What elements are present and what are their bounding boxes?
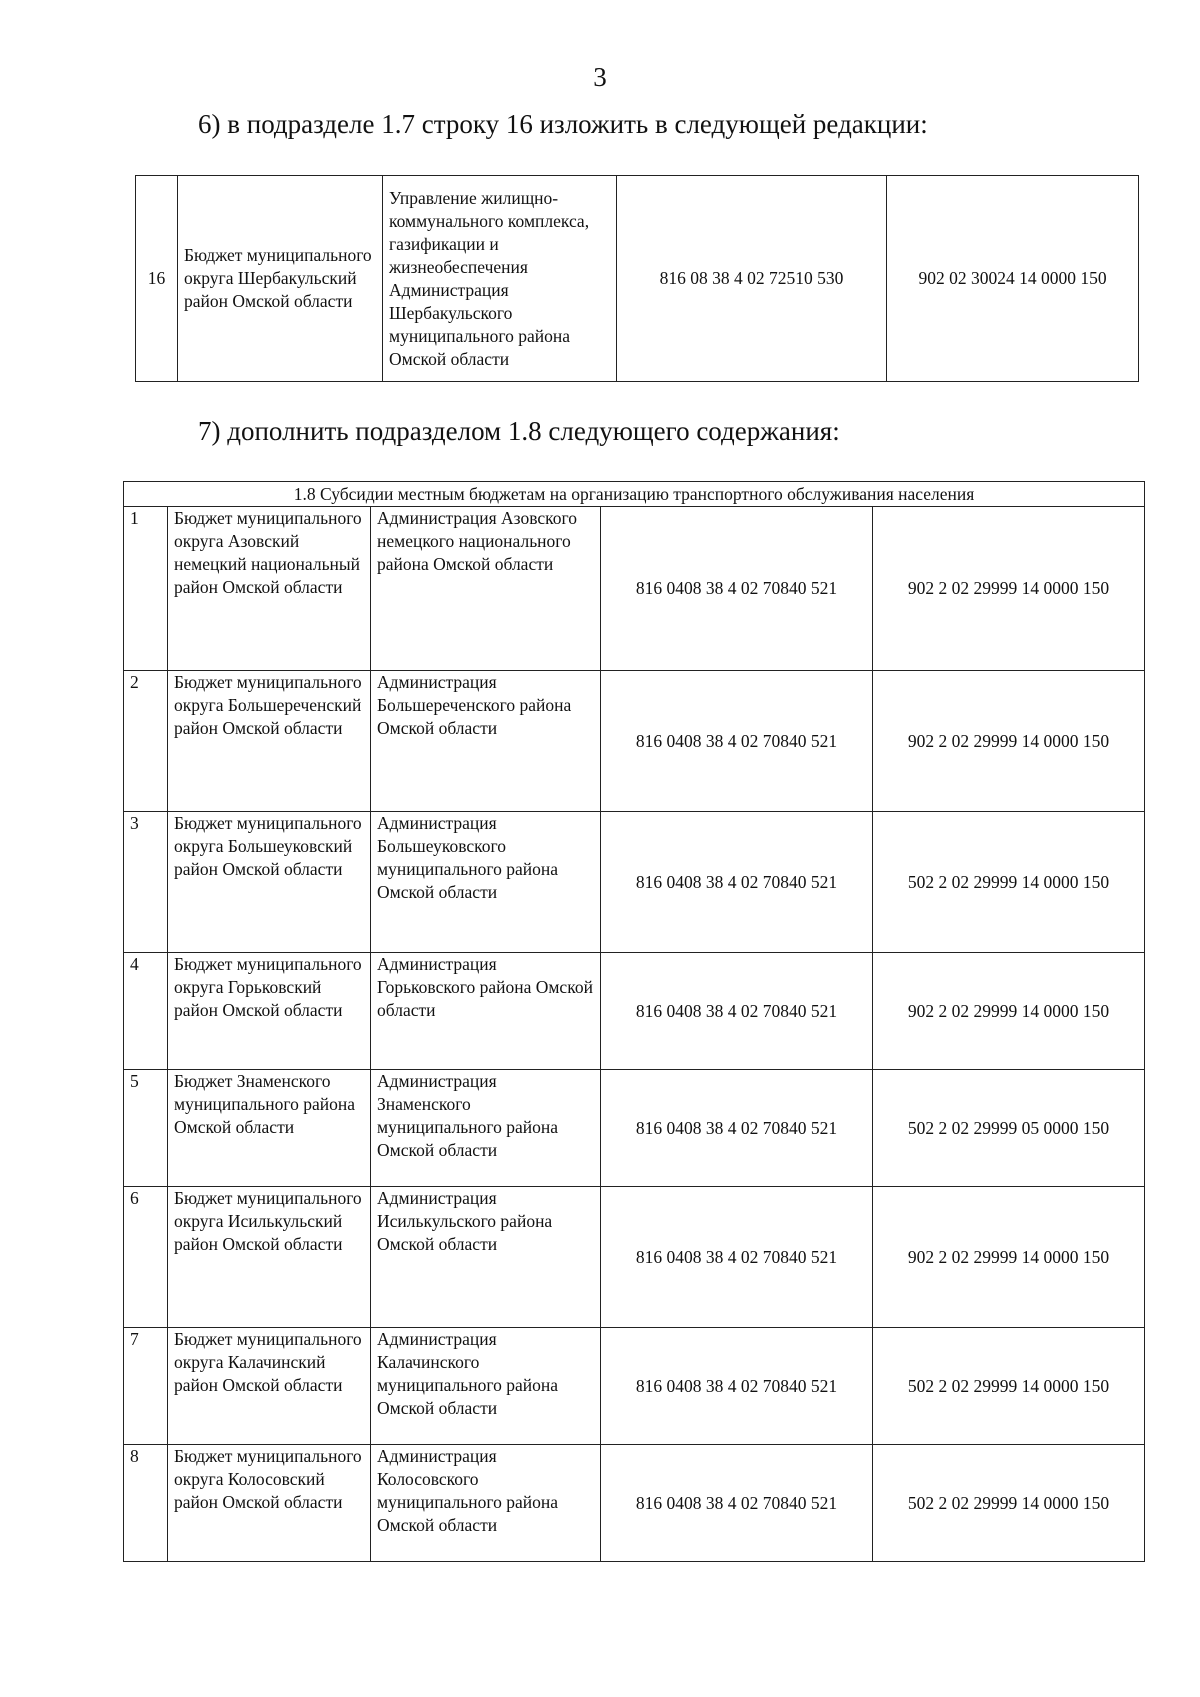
table-row [124, 1187, 1145, 1328]
row-number: 6 [124, 1187, 168, 1328]
table-row [124, 1328, 1145, 1445]
administrator-cell: Администрация Калачинского муниципального района Омской области [371, 1328, 601, 1445]
row-number: 4 [124, 953, 168, 1070]
table-title: 1.8 Субсидии местным бюджетам на организацию транспортного обслуживания населения [124, 482, 1145, 507]
administrator-cell: Администрация Азовского немецкого национального района Омской области [371, 507, 601, 671]
row-number: 5 [124, 1070, 168, 1187]
budget-cell: Бюджет муниципального округа Азовский немецкий национальный район Омской области [168, 507, 371, 671]
table-row [124, 953, 1145, 1070]
budget-cell: Бюджет муниципального округа Большеуковский район Омской области [168, 812, 371, 953]
budget-cell: Бюджет муниципального округа Колосовский район Омской области [168, 1445, 371, 1562]
expense-code-cell: 816 0408 38 4 02 70840 521 [601, 1070, 873, 1187]
revenue-code-cell: 902 2 02 29999 14 0000 150 [873, 1187, 1145, 1328]
revenue-code-cell: 902 2 02 29999 14 0000 150 [873, 507, 1145, 671]
revenue-code-cell: 502 2 02 29999 14 0000 150 [873, 1328, 1145, 1445]
revenue-code-cell: 502 2 02 29999 14 0000 150 [873, 812, 1145, 953]
expense-code-cell: 816 08 38 4 02 72510 530 [617, 176, 887, 382]
expense-code-cell: 816 0408 38 4 02 70840 521 [601, 671, 873, 812]
row-number: 16 [136, 176, 178, 382]
page-number: 3 [593, 62, 607, 92]
administrator-cell: Администрация Исилькульского района Омской области [371, 1187, 601, 1328]
expense-code-cell: 816 0408 38 4 02 70840 521 [601, 1187, 873, 1328]
administrator-cell: Администрация Большереченского района Омской области [371, 671, 601, 812]
expense-code-cell: 816 0408 38 4 02 70840 521 [601, 1445, 873, 1562]
table-row [124, 1070, 1145, 1187]
budget-cell: Бюджет муниципального округа Исилькульский район Омской области [168, 1187, 371, 1328]
table-row [124, 671, 1145, 812]
budget-cell: Бюджет муниципального округа Большереченский район Омской области [168, 671, 371, 812]
budget-cell: Бюджет Знаменского муниципального района Омской области [168, 1070, 371, 1187]
section-heading-1-7: 6) в подразделе 1.7 строку 16 изложить в следующей редакции: [198, 109, 928, 139]
table-row [124, 812, 1145, 953]
row-number: 2 [124, 671, 168, 812]
budget-cell: Бюджет муниципального округа Горьковский район Омской области [168, 953, 371, 1070]
revenue-code-cell: 902 2 02 29999 14 0000 150 [873, 953, 1145, 1070]
row-number: 3 [124, 812, 168, 953]
expense-code-cell: 816 0408 38 4 02 70840 521 [601, 812, 873, 953]
administrator-cell: Администрация Горьковского района Омской области [371, 953, 601, 1070]
table-subsection-1-7 [135, 175, 1139, 382]
table-title-row [124, 482, 1145, 507]
table-row [124, 507, 1145, 671]
expense-code-cell: 816 0408 38 4 02 70840 521 [601, 1328, 873, 1445]
revenue-code-cell: 502 2 02 29999 05 0000 150 [873, 1070, 1145, 1187]
table-row [124, 1445, 1145, 1562]
administrator-cell: Управление жилищно-коммунального комплекса, газификации и жизнеобеспечения Администрация Шербакульского муниципального района Омской области [383, 176, 617, 382]
row-number: 1 [124, 507, 168, 671]
expense-code-cell: 816 0408 38 4 02 70840 521 [601, 953, 873, 1070]
table-row [136, 176, 1139, 382]
row-number: 8 [124, 1445, 168, 1562]
revenue-code-cell: 902 2 02 29999 14 0000 150 [873, 671, 1145, 812]
administrator-cell: Администрация Большеуковского муниципального района Омской области [371, 812, 601, 953]
administrator-cell: Администрация Колосовского муниципального района Омской области [371, 1445, 601, 1562]
table-subsection-1-8 [123, 481, 1145, 1562]
row-number: 7 [124, 1328, 168, 1445]
expense-code-cell: 816 0408 38 4 02 70840 521 [601, 507, 873, 671]
revenue-code-cell: 502 2 02 29999 14 0000 150 [873, 1445, 1145, 1562]
section-heading-1-8: 7) дополнить подразделом 1.8 следующего содержания: [198, 416, 840, 446]
revenue-code-cell: 902 02 30024 14 0000 150 [887, 176, 1139, 382]
budget-cell: Бюджет муниципального округа Шербакульский район Омской области [178, 176, 383, 382]
budget-cell: Бюджет муниципального округа Калачинский район Омской области [168, 1328, 371, 1445]
administrator-cell: Администрация Знаменского муниципального района Омской области [371, 1070, 601, 1187]
